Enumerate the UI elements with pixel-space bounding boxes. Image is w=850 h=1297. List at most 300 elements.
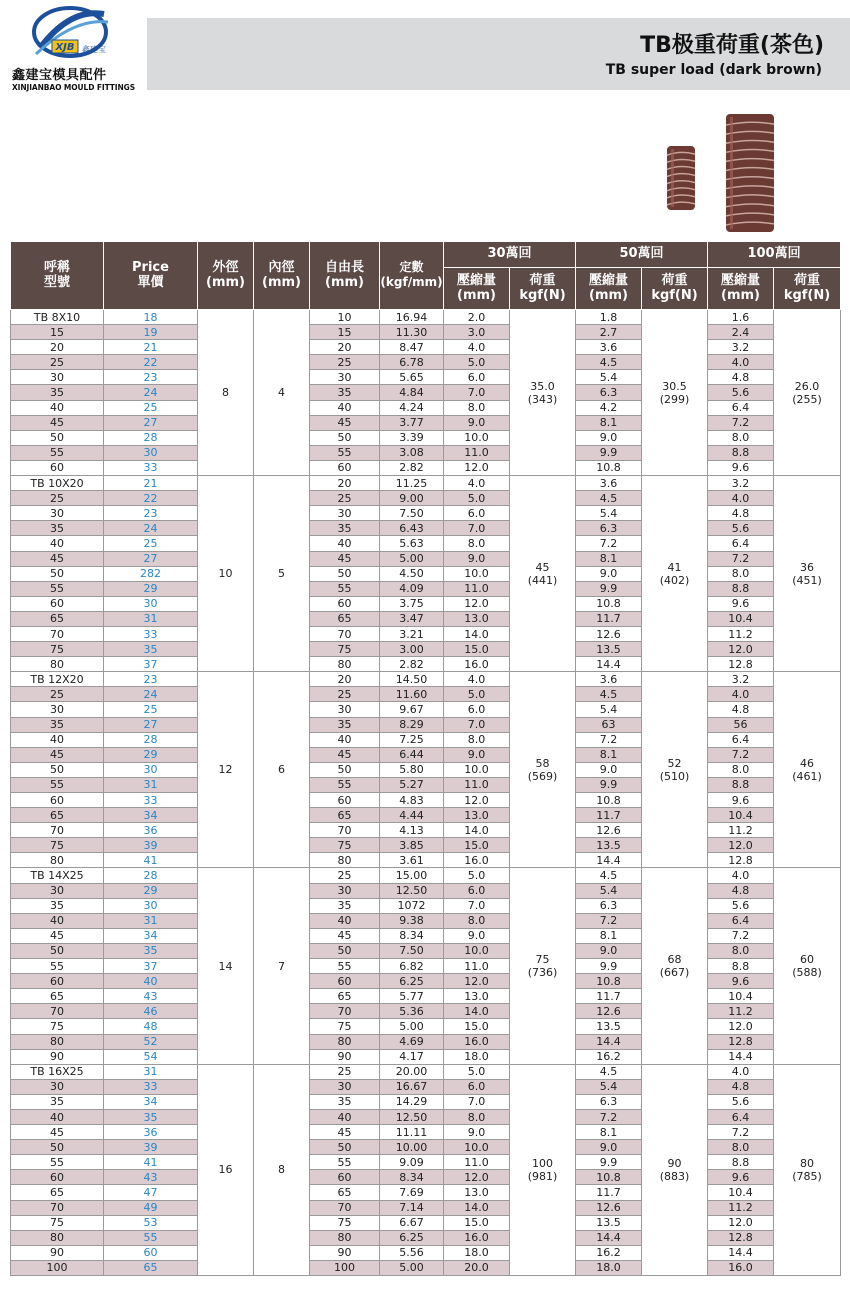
cell-comp-100: 4.8: [708, 1079, 774, 1094]
cell-comp-100: 8.8: [708, 777, 774, 792]
cell-price: 30: [104, 898, 198, 913]
table-row: [11, 959, 841, 974]
cell-comp-30: 16.0: [444, 657, 510, 672]
cell-spring-rate: 14.50: [380, 672, 444, 687]
table-row: [11, 430, 841, 445]
cell-price: 31: [104, 913, 198, 928]
cell-model: 30: [11, 506, 104, 521]
cell-free-length: 35: [310, 521, 380, 536]
cell-model: 70: [11, 626, 104, 641]
cell-model: 65: [11, 989, 104, 1004]
cell-load-100: 60 (588): [774, 868, 841, 1064]
cell-comp-100: 8.0: [708, 430, 774, 445]
cell-comp-30: 14.0: [444, 1200, 510, 1215]
cell-price: 52: [104, 1034, 198, 1049]
cell-free-length: 55: [310, 1155, 380, 1170]
cell-comp-30: 15.0: [444, 838, 510, 853]
cell-comp-50: 7.2: [576, 536, 642, 551]
cell-model: 75: [11, 838, 104, 853]
cell-model: 30: [11, 1079, 104, 1094]
xjb-emblem-icon: [30, 4, 110, 62]
cell-free-length: 65: [310, 1185, 380, 1200]
company-name-en: XINJIANBAO MOULD FITTINGS: [12, 83, 136, 92]
table-row: [11, 838, 841, 853]
cell-load-30: 75 (736): [510, 868, 576, 1064]
col-free-length: 自由長 (mm): [310, 242, 380, 310]
cell-model: 70: [11, 1004, 104, 1019]
cell-spring-rate: 3.21: [380, 626, 444, 641]
cell-comp-100: 7.2: [708, 415, 774, 430]
cell-free-length: 60: [310, 460, 380, 475]
cell-comp-50: 3.6: [576, 340, 642, 355]
cell-free-length: 25: [310, 355, 380, 370]
table-row: [11, 898, 841, 913]
cell-price: 30: [104, 445, 198, 460]
cell-comp-30: 15.0: [444, 642, 510, 657]
table-row: [11, 762, 841, 777]
cell-comp-100: 12.0: [708, 1215, 774, 1230]
cell-price: 21: [104, 340, 198, 355]
cell-comp-100: 4.0: [708, 687, 774, 702]
cell-model: TB 8X10: [11, 310, 104, 325]
cell-comp-50: 4.5: [576, 491, 642, 506]
cell-spring-rate: 4.24: [380, 400, 444, 415]
cell-price: 29: [104, 581, 198, 596]
spring-photo: [660, 110, 790, 238]
cell-price: 43: [104, 1170, 198, 1185]
cell-spring-rate: 8.47: [380, 340, 444, 355]
cell-spring-rate: 6.82: [380, 959, 444, 974]
cell-model: 50: [11, 566, 104, 581]
col-comp-50: 壓縮量 (mm): [576, 268, 642, 310]
cell-spring-rate: 3.47: [380, 611, 444, 626]
cell-comp-50: 11.7: [576, 611, 642, 626]
cell-comp-50: 16.2: [576, 1049, 642, 1064]
table-row: [11, 400, 841, 415]
cell-comp-50: 13.5: [576, 1019, 642, 1034]
cell-comp-30: 6.0: [444, 702, 510, 717]
cell-price: 31: [104, 611, 198, 626]
cell-comp-100: 4.8: [708, 702, 774, 717]
cell-spring-rate: 7.50: [380, 506, 444, 521]
cell-comp-100: 16.0: [708, 1260, 774, 1275]
cell-comp-50: 10.8: [576, 1170, 642, 1185]
cell-price: 27: [104, 717, 198, 732]
cell-comp-100: 4.0: [708, 1064, 774, 1079]
cell-free-length: 90: [310, 1245, 380, 1260]
cell-model: 70: [11, 1200, 104, 1215]
page-title-cn: TB极重荷重(茶色): [640, 33, 824, 58]
cell-price: 23: [104, 370, 198, 385]
cell-model: 25: [11, 355, 104, 370]
cell-comp-50: 5.4: [576, 1079, 642, 1094]
cell-comp-30: 6.0: [444, 883, 510, 898]
table-row: [11, 928, 841, 943]
table-row: [11, 581, 841, 596]
cell-comp-50: 3.6: [576, 672, 642, 687]
table-row: [11, 596, 841, 611]
page-title-en: TB super load (dark brown): [605, 62, 822, 78]
cell-comp-100: 9.6: [708, 596, 774, 611]
cell-comp-30: 13.0: [444, 1185, 510, 1200]
cell-comp-100: 7.2: [708, 551, 774, 566]
cell-comp-50: 9.9: [576, 777, 642, 792]
cell-comp-100: 11.2: [708, 626, 774, 641]
cell-load-50: 52 (510): [642, 672, 708, 868]
cell-model: 80: [11, 1230, 104, 1245]
cell-comp-30: 5.0: [444, 1064, 510, 1079]
cell-comp-50: 9.0: [576, 1140, 642, 1155]
cell-comp-30: 8.0: [444, 536, 510, 551]
table-row: [11, 355, 841, 370]
cell-spring-rate: 3.85: [380, 838, 444, 853]
cell-inner-diameter: 7: [254, 868, 310, 1064]
cell-comp-100: 7.2: [708, 1125, 774, 1140]
cell-free-length: 55: [310, 777, 380, 792]
cell-comp-30: 6.0: [444, 506, 510, 521]
table-row: [11, 1125, 841, 1140]
cell-comp-100: 12.8: [708, 657, 774, 672]
cell-outer-diameter: 16: [198, 1064, 254, 1275]
cell-price: 36: [104, 1125, 198, 1140]
cell-comp-30: 13.0: [444, 611, 510, 626]
cell-spring-rate: 4.84: [380, 385, 444, 400]
cell-free-length: 80: [310, 853, 380, 868]
cell-comp-50: 6.3: [576, 385, 642, 400]
cell-comp-30: 9.0: [444, 747, 510, 762]
cell-spring-rate: 6.78: [380, 355, 444, 370]
cell-price: 31: [104, 777, 198, 792]
cell-comp-100: 12.8: [708, 1034, 774, 1049]
cell-free-length: 100: [310, 1260, 380, 1275]
cell-comp-30: 14.0: [444, 823, 510, 838]
cell-spring-rate: 11.11: [380, 1125, 444, 1140]
table-row: [11, 823, 841, 838]
cell-model: 60: [11, 460, 104, 475]
table-row: [11, 717, 841, 732]
cell-model: 15: [11, 325, 104, 340]
cell-comp-50: 7.2: [576, 1109, 642, 1124]
cell-free-length: 75: [310, 1215, 380, 1230]
cell-spring-rate: 8.34: [380, 1170, 444, 1185]
cell-model: 45: [11, 551, 104, 566]
cell-spring-rate: 9.67: [380, 702, 444, 717]
cell-comp-30: 14.0: [444, 1004, 510, 1019]
cell-comp-100: 12.0: [708, 1019, 774, 1034]
cell-comp-30: 18.0: [444, 1245, 510, 1260]
cell-price: 41: [104, 853, 198, 868]
cell-comp-30: 7.0: [444, 717, 510, 732]
cell-price: 22: [104, 355, 198, 370]
table-row: [11, 1230, 841, 1245]
cell-comp-30: 5.0: [444, 355, 510, 370]
cell-comp-30: 9.0: [444, 415, 510, 430]
cell-price: 30: [104, 596, 198, 611]
cell-model: 55: [11, 959, 104, 974]
cell-comp-30: 18.0: [444, 1049, 510, 1064]
table-row: [11, 1140, 841, 1155]
col-comp-30: 壓縮量 (mm): [444, 268, 510, 310]
cell-free-length: 55: [310, 445, 380, 460]
table-row: [11, 777, 841, 792]
cell-comp-30: 8.0: [444, 913, 510, 928]
cell-comp-30: 16.0: [444, 853, 510, 868]
cell-model: 60: [11, 596, 104, 611]
cell-comp-100: 12.0: [708, 838, 774, 853]
table-row: [11, 868, 841, 883]
cell-comp-30: 11.0: [444, 959, 510, 974]
cell-comp-50: 8.1: [576, 551, 642, 566]
cell-price: 30: [104, 762, 198, 777]
cell-price: 18: [104, 310, 198, 325]
group-100w: 100萬回: [708, 242, 841, 268]
cell-load-30: 100 (981): [510, 1064, 576, 1275]
cell-spring-rate: 7.25: [380, 732, 444, 747]
cell-comp-30: 9.0: [444, 551, 510, 566]
cell-comp-30: 10.0: [444, 430, 510, 445]
cell-comp-100: 2.4: [708, 325, 774, 340]
cell-comp-100: 4.0: [708, 491, 774, 506]
cell-comp-100: 5.6: [708, 898, 774, 913]
cell-spring-rate: 5.36: [380, 1004, 444, 1019]
cell-spring-rate: 2.82: [380, 460, 444, 475]
cell-price: 65: [104, 1260, 198, 1275]
cell-comp-50: 10.8: [576, 793, 642, 808]
cell-comp-30: 15.0: [444, 1215, 510, 1230]
cell-comp-50: 6.3: [576, 1094, 642, 1109]
cell-free-length: 50: [310, 1140, 380, 1155]
cell-comp-100: 4.0: [708, 868, 774, 883]
cell-comp-30: 8.0: [444, 400, 510, 415]
col-comp-100: 壓縮量 (mm): [708, 268, 774, 310]
cell-price: 53: [104, 1215, 198, 1230]
cell-comp-30: 13.0: [444, 808, 510, 823]
cell-model: 45: [11, 747, 104, 762]
cell-comp-100: 10.4: [708, 1185, 774, 1200]
cell-price: 47: [104, 1185, 198, 1200]
cell-comp-50: 5.4: [576, 506, 642, 521]
cell-free-length: 50: [310, 762, 380, 777]
cell-price: 34: [104, 928, 198, 943]
cell-spring-rate: 4.09: [380, 581, 444, 596]
table-row: [11, 325, 841, 340]
cell-model: 75: [11, 642, 104, 657]
cell-spring-rate: 7.14: [380, 1200, 444, 1215]
cell-free-length: 60: [310, 793, 380, 808]
cell-comp-100: 4.0: [708, 355, 774, 370]
table-row: [11, 611, 841, 626]
cell-price: 31: [104, 1064, 198, 1079]
cell-comp-30: 7.0: [444, 521, 510, 536]
cell-comp-50: 9.9: [576, 581, 642, 596]
table-row: [11, 460, 841, 475]
cell-spring-rate: 5.00: [380, 1019, 444, 1034]
cell-price: 39: [104, 838, 198, 853]
cell-free-length: 50: [310, 566, 380, 581]
cell-spring-rate: 4.69: [380, 1034, 444, 1049]
cell-model: 25: [11, 687, 104, 702]
cell-price: 22: [104, 491, 198, 506]
cell-price: 24: [104, 687, 198, 702]
cell-comp-30: 13.0: [444, 989, 510, 1004]
cell-price: 28: [104, 732, 198, 747]
cell-comp-50: 3.6: [576, 476, 642, 491]
cell-comp-100: 10.4: [708, 611, 774, 626]
cell-price: 37: [104, 657, 198, 672]
cell-free-length: 25: [310, 491, 380, 506]
cell-model: 60: [11, 1170, 104, 1185]
cell-comp-100: 1.6: [708, 310, 774, 325]
cell-comp-50: 5.4: [576, 702, 642, 717]
cell-model: 45: [11, 928, 104, 943]
cell-price: 29: [104, 883, 198, 898]
cell-spring-rate: 4.17: [380, 1049, 444, 1064]
cell-free-length: 50: [310, 943, 380, 958]
cell-model: 40: [11, 732, 104, 747]
cell-load-30: 58 (569): [510, 672, 576, 868]
cell-comp-100: 3.2: [708, 340, 774, 355]
company-logo: [6, 4, 136, 92]
cell-price: 46: [104, 1004, 198, 1019]
cell-comp-50: 8.1: [576, 415, 642, 430]
cell-model: 75: [11, 1215, 104, 1230]
cell-model: 55: [11, 581, 104, 596]
cell-comp-50: 4.5: [576, 687, 642, 702]
table-row: [11, 1215, 841, 1230]
cell-spring-rate: 5.80: [380, 762, 444, 777]
cell-spring-rate: 9.00: [380, 491, 444, 506]
cell-free-length: 20: [310, 672, 380, 687]
table-row: [11, 1170, 841, 1185]
cell-comp-100: 4.8: [708, 370, 774, 385]
cell-comp-50: 13.5: [576, 1215, 642, 1230]
logo-xjb-text: XJB: [55, 42, 75, 53]
cell-comp-50: 6.3: [576, 898, 642, 913]
cell-model: 40: [11, 913, 104, 928]
table-row: [11, 626, 841, 641]
cell-comp-30: 14.0: [444, 626, 510, 641]
cell-spring-rate: 6.25: [380, 974, 444, 989]
cell-model: 30: [11, 370, 104, 385]
table-row: [11, 536, 841, 551]
cell-comp-30: 10.0: [444, 1140, 510, 1155]
cell-comp-30: 7.0: [444, 898, 510, 913]
table-row: [11, 853, 841, 868]
table-row: [11, 1260, 841, 1275]
cell-comp-50: 1.8: [576, 310, 642, 325]
cell-spring-rate: 8.34: [380, 928, 444, 943]
cell-model: 80: [11, 853, 104, 868]
cell-free-length: 75: [310, 1019, 380, 1034]
table-row: [11, 808, 841, 823]
cell-spring-rate: 7.69: [380, 1185, 444, 1200]
cell-comp-50: 11.7: [576, 989, 642, 1004]
cell-comp-50: 12.6: [576, 1004, 642, 1019]
cell-load-30: 45 (441): [510, 476, 576, 672]
cell-comp-50: 4.5: [576, 868, 642, 883]
cell-inner-diameter: 8: [254, 1064, 310, 1275]
cell-model: 35: [11, 521, 104, 536]
table-row: [11, 913, 841, 928]
cell-free-length: 40: [310, 732, 380, 747]
cell-price: 25: [104, 702, 198, 717]
cell-spring-rate: 12.50: [380, 883, 444, 898]
cell-spring-rate: 5.65: [380, 370, 444, 385]
table-row: [11, 793, 841, 808]
cell-free-length: 65: [310, 611, 380, 626]
cell-comp-100: 10.4: [708, 989, 774, 1004]
cell-load-100: 36 (451): [774, 476, 841, 672]
title-banner: [147, 18, 850, 90]
cell-price: 21: [104, 476, 198, 491]
cell-free-length: 60: [310, 974, 380, 989]
cell-free-length: 25: [310, 687, 380, 702]
cell-comp-50: 8.1: [576, 928, 642, 943]
table-row: [11, 672, 841, 687]
cell-price: 25: [104, 536, 198, 551]
cell-model: 40: [11, 1109, 104, 1124]
cell-model: 60: [11, 974, 104, 989]
cell-price: 27: [104, 551, 198, 566]
cell-comp-50: 2.7: [576, 325, 642, 340]
cell-comp-100: 11.2: [708, 1200, 774, 1215]
cell-comp-100: 8.8: [708, 959, 774, 974]
cell-spring-rate: 3.00: [380, 642, 444, 657]
cell-comp-100: 7.2: [708, 928, 774, 943]
cell-free-length: 30: [310, 1079, 380, 1094]
cell-free-length: 45: [310, 1125, 380, 1140]
cell-comp-100: 14.4: [708, 1245, 774, 1260]
cell-comp-30: 12.0: [444, 596, 510, 611]
cell-outer-diameter: 14: [198, 868, 254, 1064]
cell-comp-30: 7.0: [444, 1094, 510, 1109]
cell-free-length: 80: [310, 1034, 380, 1049]
cell-spring-rate: 11.25: [380, 476, 444, 491]
cell-price: 60: [104, 1245, 198, 1260]
cell-comp-50: 4.5: [576, 355, 642, 370]
cell-free-length: 35: [310, 898, 380, 913]
cell-comp-30: 7.0: [444, 385, 510, 400]
cell-load-100: 46 (461): [774, 672, 841, 868]
cell-model: 30: [11, 883, 104, 898]
spec-table: [10, 241, 841, 1276]
cell-free-length: 35: [310, 717, 380, 732]
cell-spring-rate: 4.50: [380, 566, 444, 581]
col-spring-rate: 定數 (kgf/mm): [380, 242, 444, 310]
table-row: [11, 521, 841, 536]
cell-spring-rate: 6.43: [380, 521, 444, 536]
cell-comp-100: 8.0: [708, 566, 774, 581]
cell-price: 55: [104, 1230, 198, 1245]
table-row: [11, 1094, 841, 1109]
cell-model: 35: [11, 1094, 104, 1109]
cell-price: 19: [104, 325, 198, 340]
cell-spring-rate: 4.44: [380, 808, 444, 823]
table-row: [11, 989, 841, 1004]
cell-free-length: 70: [310, 1200, 380, 1215]
cell-comp-30: 16.0: [444, 1034, 510, 1049]
col-price: Price 單價: [104, 242, 198, 310]
cell-comp-50: 9.0: [576, 943, 642, 958]
cell-spring-rate: 9.09: [380, 1155, 444, 1170]
cell-comp-100: 4.8: [708, 883, 774, 898]
cell-free-length: 30: [310, 883, 380, 898]
cell-price: 40: [104, 974, 198, 989]
cell-free-length: 10: [310, 310, 380, 325]
cell-spring-rate: 3.77: [380, 415, 444, 430]
cell-comp-50: 6.3: [576, 521, 642, 536]
cell-comp-30: 12.0: [444, 460, 510, 475]
